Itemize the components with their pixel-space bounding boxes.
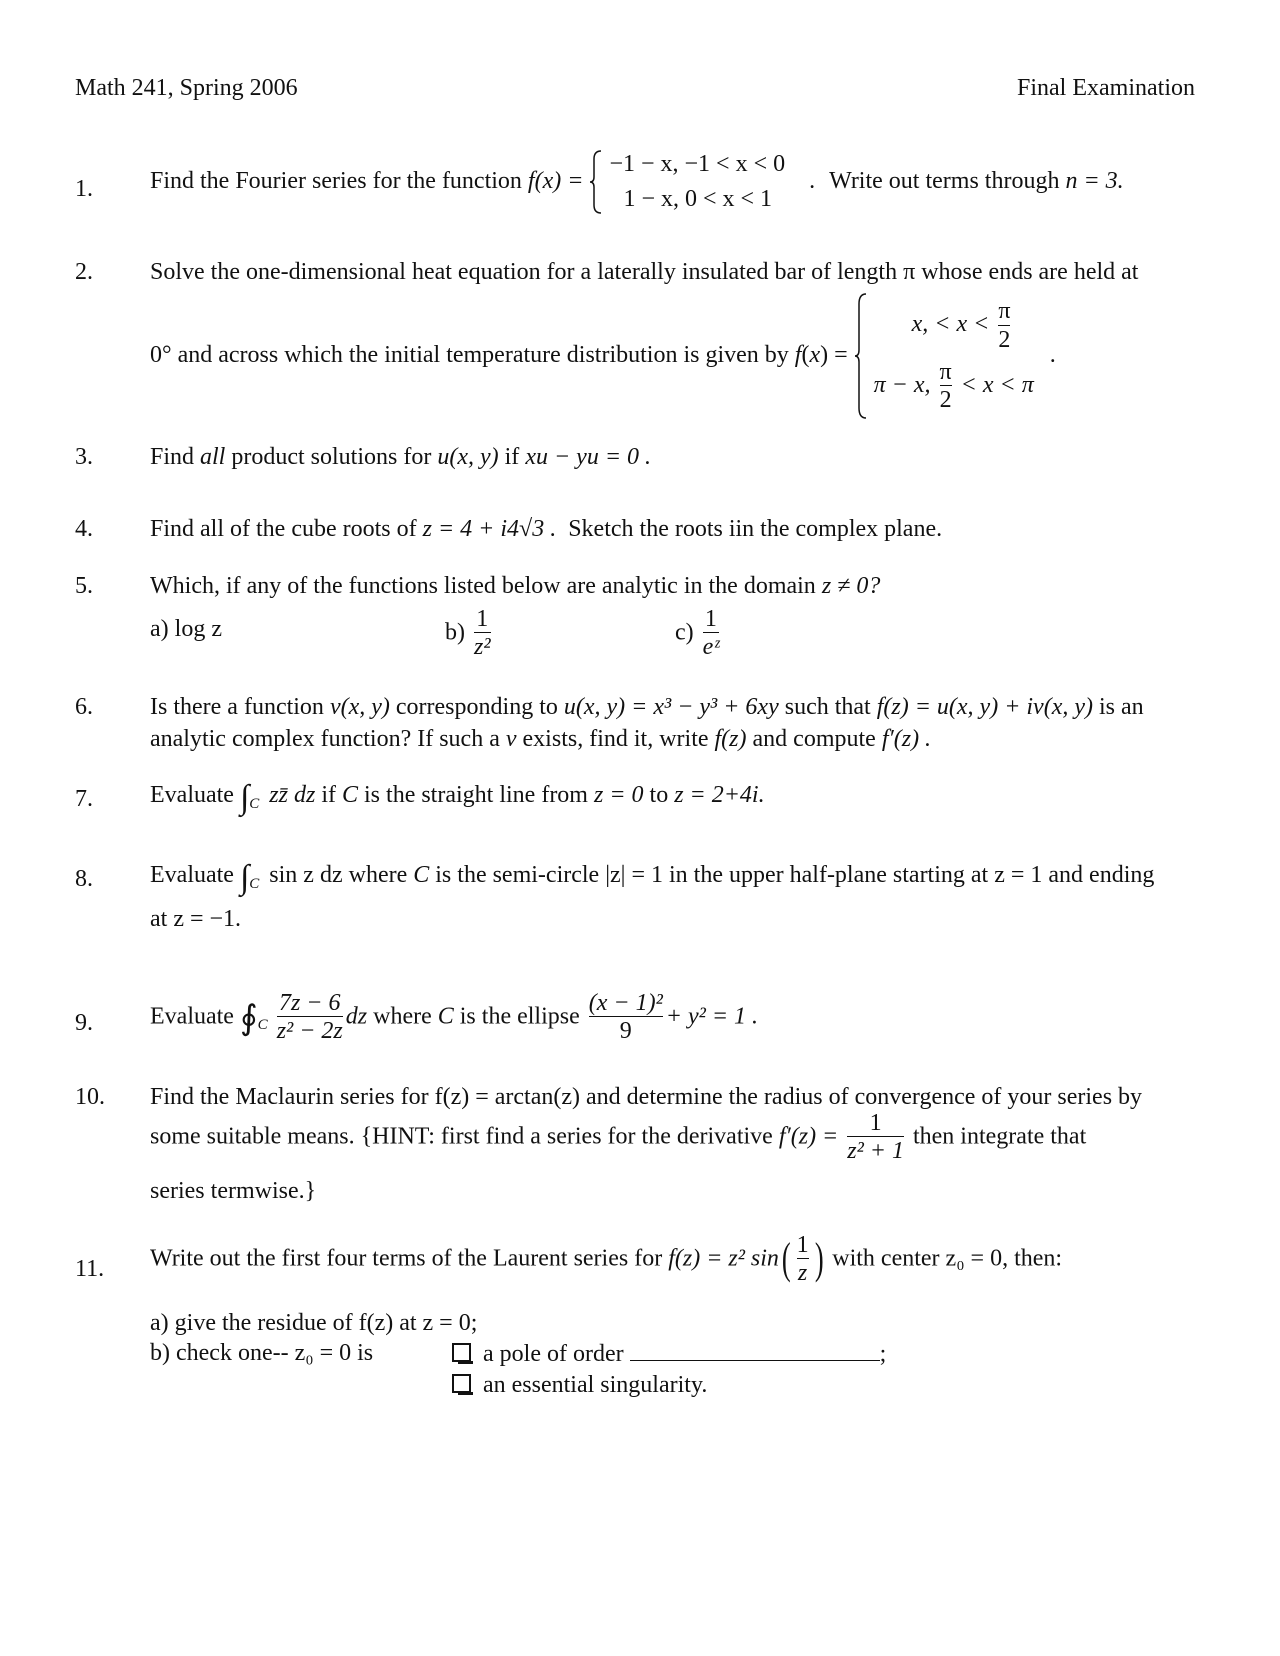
pde-equation: xu − yu = 0 .	[525, 444, 652, 470]
problem-5: Which, if any of the functions listed below are analytic in the domain z ≠ 0?	[150, 573, 881, 599]
fx-label: f(x) =	[794, 342, 848, 369]
piecewise-cases	[609, 147, 785, 217]
problem-6-line-2: analytic complex function? If such a v exists, find it, write f(z) and compute f′(z) .	[150, 726, 932, 752]
problem-number: 1.	[75, 176, 93, 202]
brace-icon	[854, 292, 868, 420]
option-c: c) $\frac{1}{\text{eᶻ}}$	[675, 606, 720, 661]
case-2: 1 − x, 0 < x < 1	[623, 185, 773, 212]
exam-title: Final Examination	[1017, 75, 1195, 101]
checkbox-essential[interactable]	[452, 1374, 471, 1393]
brace-icon	[589, 149, 603, 215]
case-1: −1 − x, −1 < x < 0	[609, 151, 786, 177]
problem-11-part-b: b) check one-- z₀ = 0 is	[150, 1340, 374, 1366]
integral-icon: ∫	[239, 779, 250, 816]
problem-9: Evaluate $∮_C$ $\frac{7z - 6}{\text{z² − 2z}}$ dz where C is the ellipse $\frac{\text{(x − 1)²}}{9}$ + y² = 1 .	[150, 990, 759, 1045]
problem-8: Evaluate $\int_C$ sin z dz where C is the semi-circle |z| = 1 in the upper half-plane starting at z = 1 and ending	[150, 859, 1155, 896]
checkbox-pole[interactable]	[452, 1343, 471, 1362]
problem-number: 7.	[75, 786, 93, 812]
problem-number: 4.	[75, 516, 93, 542]
integral-icon: ∫	[239, 859, 250, 896]
order-blank[interactable]	[630, 1340, 880, 1361]
problem-10-line-3: series termwise.}	[150, 1178, 317, 1204]
n-value: n = 3.	[1065, 168, 1124, 194]
pole-option: a pole of order ;	[452, 1340, 886, 1369]
problem-3: Find all product solutions for u(x, y) if xu − yu = 0 .	[150, 444, 652, 470]
problem-number: 5.	[75, 573, 93, 599]
z-expression: z = 4 + i4√3 .	[422, 516, 557, 542]
problem-8-line-2: at z = −1.	[150, 906, 242, 932]
problem-7: Evaluate $\int_C$ zz̄ dz if C is the straight line from z = 0 to z = 2+4i.	[150, 779, 765, 816]
problem-1-text-b: Write out terms through	[829, 168, 1060, 194]
problem-1: Find the Fourier series for the function f(x) = −1 − x, −1 < x < 0 1 − x, 0 < x < 1 . Write out terms through n = 3.	[150, 147, 1124, 217]
problem-number: 10.	[75, 1084, 105, 1110]
problem-number: 6.	[75, 694, 93, 720]
fx-label: f(x) =	[527, 168, 584, 194]
problem-1-text: Find the Fourier series for the function	[150, 168, 522, 194]
problem-number: 8.	[75, 866, 93, 892]
problem-4: Find all of the cube roots of z = 4 + i4√3 . Sketch the roots iin the complex plane.	[150, 516, 943, 542]
contour-integral-icon: ∮	[239, 999, 258, 1037]
problem-2-text: 0° and across which the initial temperature distribution is given by	[150, 342, 789, 369]
problem-number: 9.	[75, 1010, 93, 1036]
case-1: x, < x < $\frac{\pi}{2}$	[911, 298, 1011, 353]
essential-singularity-option: an essential singularity.	[452, 1372, 707, 1400]
case-2: π − x, $\frac{\pi}{2}$ < x < π	[873, 359, 1034, 414]
problem-10-line-1: Find the Maclaurin series for f(z) = arctan(z) and determine the radius of convergence of your series by	[150, 1084, 1143, 1110]
problem-number: 3.	[75, 444, 93, 470]
option-b: b) $\frac{1}{\text{z²}}$	[445, 606, 491, 661]
problem-10-line-2: some suitable means. {HINT: first find a series for the derivative f′(z) = $\frac{1}{\text{z² + 1}}$ then integrate that	[150, 1110, 1087, 1165]
problem-2-line-1: Solve the one-dimensional heat equation for a laterally insulated bar of length π whose ends are held at	[150, 259, 1139, 285]
piecewise-cases	[874, 298, 1034, 414]
problem-11-part-a: a) give the residue of f(z) at z = 0;	[150, 1310, 478, 1336]
problem-11: Write out the first four terms of the Laurent series for f(z) = z² sin( $\frac{1}{z}$ ) with center z₀ = 0, then:	[150, 1232, 1063, 1287]
problem-number: 2.	[75, 259, 93, 285]
problem-number: 11.	[75, 1256, 105, 1282]
option-a: a) log z	[150, 616, 222, 642]
problem-6-line-1: Is there a function v(x, y) corresponding to u(x, y) = x³ − y³ + 6xy such that f(z) = u(x, y) + iv(x, y) is an	[150, 694, 1144, 720]
course-title: Math 241, Spring 2006	[75, 75, 298, 101]
problem-2-line-2: 0° and across which the initial temperature distribution is given by f(x) = x, < x < $\frac{\pi}{2}$ π − x, $\frac{\pi}{2}$ < x < π .	[150, 292, 1056, 420]
